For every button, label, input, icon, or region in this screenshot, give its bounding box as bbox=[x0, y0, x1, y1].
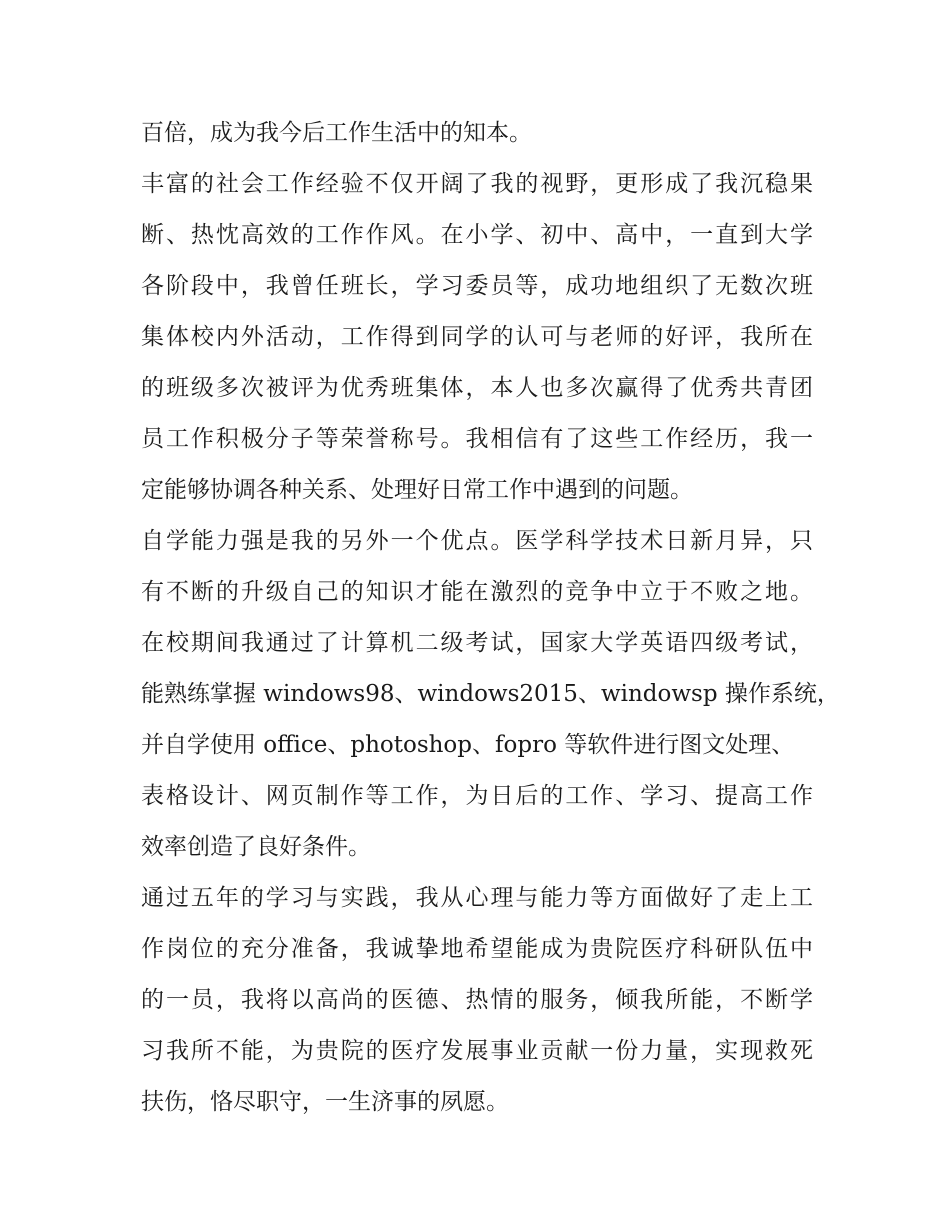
paragraph bbox=[141, 516, 840, 873]
text-line: 百倍，成为我今后工作生活中的知本。 bbox=[141, 120, 532, 146]
text-line: 有不断的升级自己的知识才能在激烈的竞争中立于不败之地。 bbox=[141, 579, 813, 605]
text-line: 定能够协调各种关系、处理好日常工作中遇到的问题。 bbox=[141, 477, 693, 503]
text-line: 各阶段中，我曾任班长，学习委员等，成功地组织了无数次班 bbox=[141, 273, 813, 299]
text-line: 丰富的社会工作经验不仅开阔了我的视野，更形成了我沉稳果 bbox=[141, 171, 813, 197]
text-line: 表格设计、网页制作等工作，为日后的工作、学习、提高工作 bbox=[141, 783, 813, 809]
text-line: 习我所不能，为贵院的医疗发展事业贡献一份力量，实现救死 bbox=[141, 1038, 813, 1064]
paragraph bbox=[141, 108, 813, 159]
text-line: 作岗位的充分准备，我诚挚地希望能成为贵院医疗科研队伍中 bbox=[141, 936, 813, 962]
text-line: 扶伤，恪尽职守，一生济事的夙愿。 bbox=[141, 1089, 509, 1115]
text-line: 在校期间我通过了计算机二级考试，国家大学英语四级考试， bbox=[141, 630, 813, 656]
paragraph bbox=[141, 873, 813, 1128]
text-line: 能熟练掌握 windows98、windows2015、windowsp 操作系统， bbox=[141, 681, 840, 707]
document-body bbox=[141, 108, 840, 1128]
text-line: 员工作积极分子等荣誉称号。我相信有了这些工作经历，我一 bbox=[141, 426, 813, 452]
text-line: 自学能力强是我的另外一个优点。医学科学技术日新月异，只 bbox=[141, 528, 813, 554]
text-line: 通过五年的学习与实践，我从心理与能力等方面做好了走上工 bbox=[141, 885, 813, 911]
text-line: 的一员，我将以高尚的医德、热情的服务，倾我所能，不断学 bbox=[141, 987, 813, 1013]
text-line: 并自学使用 office、photoshop、fopro 等软件进行图文处理、 bbox=[141, 732, 795, 758]
text-line: 的班级多次被评为优秀班集体，本人也多次赢得了优秀共青团 bbox=[141, 375, 813, 401]
text-line: 断、热忱高效的工作作风。在小学、初中、高中，一直到大学 bbox=[141, 222, 813, 248]
paragraph bbox=[141, 159, 813, 516]
text-line: 效率创造了良好条件。 bbox=[141, 834, 371, 860]
text-line: 集体校内外活动，工作得到同学的认可与老师的好评，我所在 bbox=[141, 324, 813, 350]
